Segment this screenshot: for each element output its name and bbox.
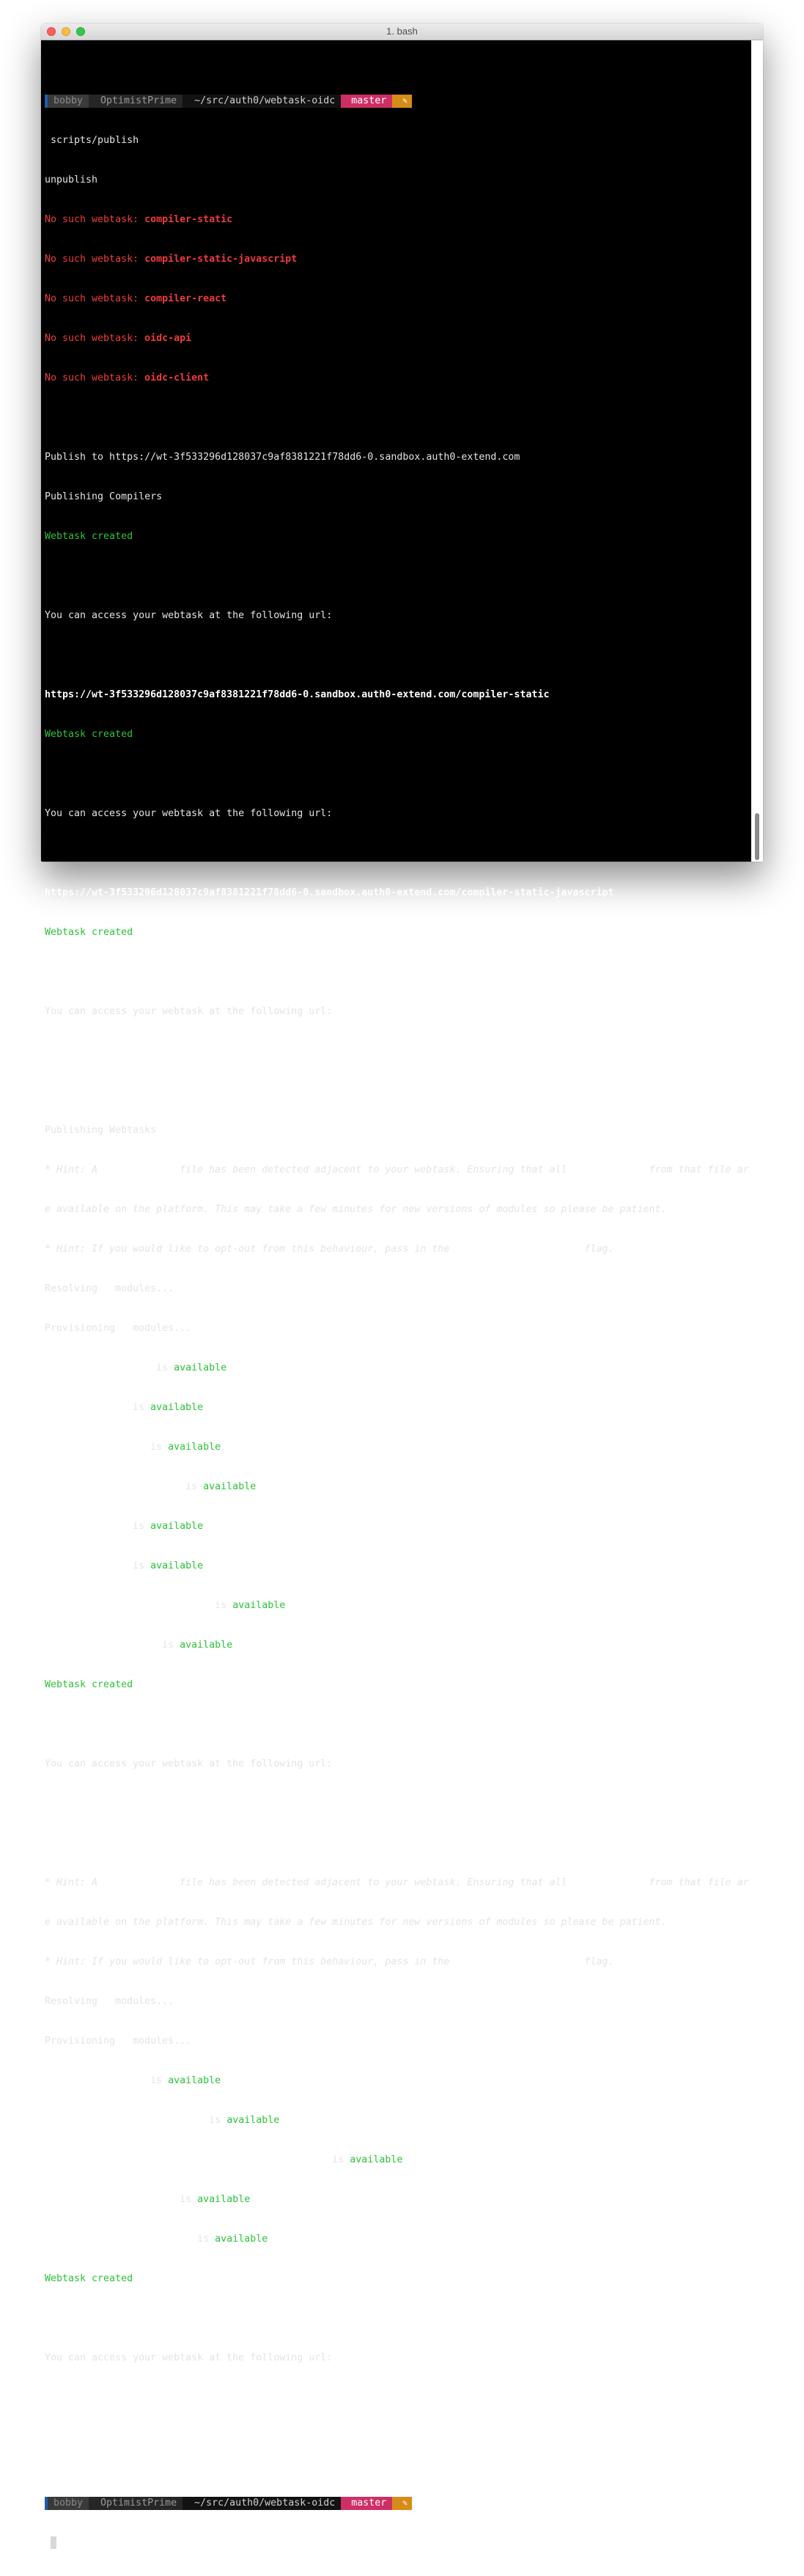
output-line: Publish to https://wt-3f533296d128037c9af8381221f78dd6-0.sandbox.auth0-extend.com bbox=[45, 452, 520, 463]
available-status: available bbox=[168, 1442, 221, 1453]
module-line bbox=[45, 1401, 752, 1414]
module-count: 8 bbox=[121, 1323, 128, 1334]
error-webtask: oidc-client bbox=[144, 373, 210, 384]
available-status: available bbox=[350, 2154, 403, 2165]
blank-line bbox=[45, 768, 752, 781]
module-line bbox=[45, 1560, 752, 1573]
is-text: is bbox=[174, 2194, 198, 2205]
blank-line bbox=[45, 649, 752, 662]
hint-highlight: package.json bbox=[103, 1164, 174, 1175]
module-line bbox=[45, 1362, 752, 1375]
module-count: 8 bbox=[103, 1283, 110, 1294]
module-name: request-promise-native@1.0.5 bbox=[45, 1600, 210, 1611]
error-line bbox=[45, 213, 752, 227]
is-text: is bbox=[180, 1481, 204, 1492]
blank-line bbox=[45, 570, 752, 583]
module-name: express-jwt@5.3.1 bbox=[45, 1442, 145, 1453]
prompt-branch: master bbox=[341, 2497, 392, 2510]
error-webtask: compiler-react bbox=[144, 293, 227, 304]
hint-text: * Hint: If you would like to opt-out from this behaviour, pass in the bbox=[45, 1244, 456, 1255]
error-line bbox=[45, 372, 752, 385]
resolving-line bbox=[45, 1995, 752, 2008]
modules-text: modules... bbox=[127, 2036, 192, 2047]
prompt-host: OptimistPrime bbox=[89, 95, 182, 108]
resolving-text: Resolving bbox=[45, 1283, 104, 1294]
output-line: Publishing Webtasks bbox=[45, 1125, 157, 1136]
webtask-url[interactable]: https://wt-3f533296d128037c9af8381221f78dd6-0.sandbox.auth0-extend.com/compiler-react bbox=[45, 1085, 544, 1096]
prompt-dir: ~/src/auth0/webtask-oidc bbox=[182, 95, 341, 108]
hint-highlight: dependencies bbox=[572, 1164, 643, 1175]
error-line bbox=[45, 332, 752, 345]
is-text: is bbox=[326, 2154, 350, 2165]
provisioning-line bbox=[45, 2035, 752, 2048]
available-status: available bbox=[215, 2234, 268, 2245]
prompt-user: bobby bbox=[48, 95, 89, 108]
module-line bbox=[45, 2193, 752, 2206]
output-line: Publishing Compilers bbox=[45, 491, 163, 502]
output-line: You can access your webtask at the following url: bbox=[45, 1758, 333, 1769]
error-webtask: compiler-static bbox=[144, 214, 233, 225]
hint-text: from that file ar bbox=[643, 1877, 749, 1888]
terminal-output[interactable] bbox=[45, 42, 752, 2576]
module-name: jwks-rsa@1.3.0 bbox=[45, 1521, 128, 1532]
module-name: babel-plugin-emotion@9.2.11 bbox=[45, 2115, 204, 2126]
module-count: 5 bbox=[103, 1996, 110, 2007]
hint-line: e available on the platform. This may take a few minutes for new versions of modules so please be patient. bbox=[45, 1917, 667, 1928]
webtask-url[interactable]: https://wt-3f533296d128037c9af8381221f78dd6-0.sandbox.auth0-extend.com/compiler-static bbox=[45, 689, 550, 700]
blank-line bbox=[45, 1718, 752, 1731]
modules-text: modules... bbox=[109, 1283, 174, 1294]
hint-line bbox=[45, 1876, 752, 1890]
prompt-dir: ~/src/auth0/webtask-oidc bbox=[182, 2497, 341, 2510]
module-line bbox=[45, 1639, 752, 1652]
terminal-window bbox=[41, 23, 763, 2509]
scrollbar-thumb[interactable] bbox=[755, 813, 759, 860]
is-text: is bbox=[209, 1600, 233, 1611]
error-prefix: No such webtask: bbox=[45, 373, 145, 384]
module-name: babel-plugin-transform-object-rest-spread@6.26.0 bbox=[45, 2154, 327, 2165]
hint-text: * Hint: If you would like to opt-out from this behaviour, pass in the bbox=[45, 1956, 456, 1967]
available-status: available bbox=[150, 1560, 204, 1571]
modules-text: modules... bbox=[109, 1996, 174, 2007]
blank-line bbox=[45, 1797, 752, 1810]
hint-text: * Hint: A bbox=[45, 1877, 104, 1888]
input-line[interactable] bbox=[45, 2536, 752, 2550]
output-line: You can access your webtask at the following url: bbox=[45, 808, 333, 819]
error-prefix: No such webtask: bbox=[45, 254, 145, 265]
module-line bbox=[45, 1599, 752, 1612]
module-name: webtask-tools@3.4.0 bbox=[45, 1640, 157, 1651]
module-count: 5 bbox=[121, 2036, 128, 2047]
pencil-icon: ✎ bbox=[392, 95, 412, 108]
shell-prompt bbox=[45, 95, 752, 108]
is-text: is bbox=[156, 1640, 180, 1651]
hint-text: flag. bbox=[578, 1244, 614, 1255]
window-title: 1. bash bbox=[386, 26, 418, 37]
webtask-url[interactable]: https://wt-3f533296d128037c9af8381221f78dd6-0.sandbox.auth0-extend.com/oidc-client bbox=[45, 2432, 526, 2443]
output-line: unpublish bbox=[45, 175, 98, 186]
hint-line bbox=[45, 1243, 752, 1256]
available-status: available bbox=[168, 2075, 221, 2086]
error-line bbox=[45, 253, 752, 266]
provisioning-text: Provisioning bbox=[45, 2036, 122, 2047]
success-line: Webtask created bbox=[45, 2273, 133, 2284]
error-prefix: No such webtask: bbox=[45, 293, 145, 304]
hint-line bbox=[45, 1164, 752, 1177]
module-line bbox=[45, 1441, 752, 1454]
error-prefix: No such webtask: bbox=[45, 333, 145, 344]
hint-text: file has been detected adjacent to your webtask. Ensuring that all bbox=[174, 1164, 573, 1175]
success-line: Webtask created bbox=[45, 927, 133, 938]
success-line: Webtask created bbox=[45, 729, 133, 740]
hint-text: from that file ar bbox=[643, 1164, 749, 1175]
is-text: is bbox=[127, 1521, 151, 1532]
webtask-url[interactable]: https://wt-3f533296d128037c9af8381221f78dd6-0.sandbox.auth0-extend.com/compiler-static-javascript bbox=[45, 887, 614, 898]
module-name: babel-preset-env@1.7.0 bbox=[45, 2194, 174, 2205]
modules-text: modules... bbox=[127, 1323, 192, 1334]
available-status: available bbox=[150, 1402, 204, 1413]
module-name: express@4.16.4 bbox=[45, 1402, 128, 1413]
is-text: is bbox=[144, 2075, 169, 2086]
module-name: babel-core@6.26.3 bbox=[45, 2075, 145, 2086]
is-text: is bbox=[191, 2234, 215, 2245]
module-name: body-parser@1.18.3 bbox=[45, 1362, 151, 1373]
hint-line: e available on the platform. This may take a few minutes for new versions of modules so please be patient. bbox=[45, 1204, 667, 1215]
is-text: is bbox=[127, 1402, 151, 1413]
blank-line bbox=[45, 966, 752, 979]
module-line bbox=[45, 1480, 752, 1494]
is-text: is bbox=[127, 1560, 151, 1571]
hint-highlight: --ignore-package-json bbox=[455, 1956, 579, 1967]
output-line: You can access your webtask at the following url: bbox=[45, 1006, 333, 1017]
text-cursor bbox=[51, 2536, 56, 2549]
output-line: You can access your webtask at the following url: bbox=[45, 2352, 333, 2363]
hint-text: file has been detected adjacent to your webtask. Ensuring that all bbox=[174, 1877, 573, 1888]
module-line bbox=[45, 2074, 752, 2088]
available-status: available bbox=[197, 2194, 251, 2205]
title-bar[interactable] bbox=[41, 23, 763, 40]
provisioning-line bbox=[45, 1322, 752, 1335]
blank-line bbox=[45, 2391, 752, 2404]
prompt-host: OptimistPrime bbox=[89, 2497, 182, 2510]
error-webtask: compiler-static-javascript bbox=[144, 254, 298, 265]
module-line bbox=[45, 2154, 752, 2167]
prompt-user: bobby bbox=[48, 2497, 89, 2510]
module-line bbox=[45, 2233, 752, 2246]
error-prefix: No such webtask: bbox=[45, 214, 145, 225]
module-name: babel-preset-react@6.24.1 bbox=[45, 2234, 192, 2245]
module-line bbox=[45, 2114, 752, 2127]
available-status: available bbox=[232, 1600, 286, 1611]
resolving-text: Resolving bbox=[45, 1996, 104, 2007]
available-status: available bbox=[180, 1640, 233, 1651]
blank-line bbox=[45, 847, 752, 860]
error-line bbox=[45, 293, 752, 306]
available-status: available bbox=[150, 1521, 204, 1532]
success-line: Webtask created bbox=[45, 531, 133, 542]
command-text: scripts/publish bbox=[51, 135, 139, 146]
hint-highlight: package.json bbox=[103, 1877, 174, 1888]
hint-line bbox=[45, 1956, 752, 1969]
provisioning-text: Provisioning bbox=[45, 1323, 122, 1334]
available-status: available bbox=[203, 1481, 257, 1492]
hint-highlight: --ignore-package-json bbox=[455, 1244, 579, 1255]
success-line: Webtask created bbox=[45, 1679, 133, 1690]
blank-line bbox=[45, 2312, 752, 2325]
module-line bbox=[45, 1520, 752, 1533]
available-status: available bbox=[174, 1362, 227, 1373]
scroll-track[interactable] bbox=[751, 40, 763, 862]
hint-highlight: dependencies bbox=[572, 1877, 643, 1888]
command-line bbox=[45, 134, 752, 147]
is-text: is bbox=[144, 1442, 169, 1453]
shell-prompt bbox=[45, 2497, 752, 2510]
blank-line bbox=[45, 1045, 752, 1058]
webtask-url[interactable]: https://wt-3f533296d128037c9af8381221f78dd6-0.sandbox.auth0-extend.com/oidc-api bbox=[45, 1838, 509, 1849]
output-line: You can access your webtask at the following url: bbox=[45, 610, 333, 621]
module-name: express-jwt-authz@1.0.0 bbox=[45, 1481, 180, 1492]
module-name: request@2.88.0 bbox=[45, 1560, 128, 1571]
prompt-branch: master bbox=[341, 95, 392, 108]
blank-line bbox=[45, 411, 752, 425]
hint-text: * Hint: A bbox=[45, 1164, 104, 1175]
available-status: available bbox=[226, 2115, 280, 2126]
hint-text: flag. bbox=[578, 1956, 614, 1967]
is-text: is bbox=[150, 1362, 174, 1373]
error-webtask: oidc-api bbox=[144, 333, 192, 344]
is-text: is bbox=[203, 2115, 227, 2126]
resolving-line bbox=[45, 1283, 752, 1296]
pencil-icon: ✎ bbox=[392, 2497, 412, 2510]
